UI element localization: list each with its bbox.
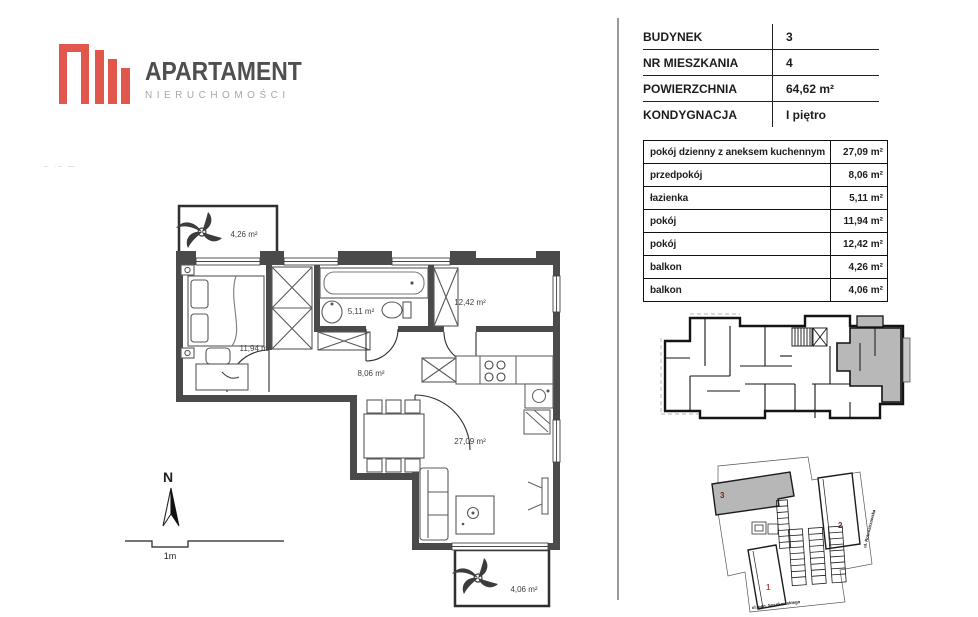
table-row: balkon 4,26 m² bbox=[644, 255, 887, 278]
site-plan bbox=[690, 452, 890, 614]
column-divider bbox=[617, 18, 619, 600]
balcony-top-area: 4,26 m² bbox=[230, 230, 258, 239]
table-row: pokój 11,94 m² bbox=[644, 209, 887, 232]
building-2-label: 2 bbox=[838, 521, 843, 530]
bathroom-area: 5,11 m² bbox=[347, 307, 375, 316]
stairwell bbox=[792, 328, 827, 346]
logo-subtitle: NIERUCHOMOŚCI bbox=[145, 90, 290, 101]
street-label-bottom: ul. gen. Sosnkowskiego bbox=[751, 599, 801, 610]
logo-title: APARTAMENT bbox=[145, 56, 302, 86]
scale-bar bbox=[125, 541, 284, 561]
table-row: łazienka 5,11 m² bbox=[644, 186, 887, 209]
street-label-right: ul. Rotmistrzowska bbox=[862, 509, 877, 549]
table-row: pokój 12,42 m² bbox=[644, 232, 887, 255]
table-row: balkon 4,06 m² bbox=[644, 278, 887, 301]
bedroom-area: 11,94 m² bbox=[239, 344, 271, 353]
balcony-bottom-area: 4,06 m² bbox=[510, 585, 538, 594]
logo-building-icon bbox=[57, 38, 131, 106]
info-row: NR MIESZKANIA 4 bbox=[643, 50, 879, 76]
logo bbox=[57, 38, 323, 106]
building-3 bbox=[712, 472, 794, 515]
room-areas-table bbox=[643, 140, 888, 302]
living-furniture bbox=[364, 400, 494, 540]
info-row: KONDYGNACJA I piętro bbox=[643, 102, 879, 127]
info-row: BUDYNEK 3 bbox=[643, 24, 879, 50]
building-2 bbox=[818, 473, 860, 549]
balcony-bottom bbox=[452, 550, 549, 606]
kitchen bbox=[456, 356, 553, 514]
apartment-info-table bbox=[643, 24, 879, 127]
info-row: POWIERZCHNIA 64,62 m² bbox=[643, 76, 879, 102]
courtyard bbox=[752, 522, 778, 534]
svg-text:N: N bbox=[163, 469, 174, 485]
building-level-plan bbox=[645, 296, 920, 438]
side-balcony bbox=[903, 338, 910, 382]
faint-artifact: – ·– — bbox=[44, 163, 78, 170]
building-3-label: 3 bbox=[720, 491, 725, 500]
building-1 bbox=[748, 545, 786, 609]
living-area: 27,09 m² bbox=[454, 437, 486, 446]
building-1-label: 1 bbox=[766, 583, 771, 592]
north-arrow bbox=[163, 469, 179, 526]
apartment-floor-plan bbox=[120, 195, 565, 615]
table-row: przedpokój 8,06 m² bbox=[644, 163, 887, 186]
bedroom2-area: 12,42 m² bbox=[454, 298, 486, 307]
bedroom-furniture bbox=[181, 265, 264, 390]
table-row: pokój dzienny z aneksem kuchennym 27,09 m² bbox=[644, 141, 887, 163]
svg-text:1m: 1m bbox=[163, 551, 177, 561]
hall-area: 8,06 m² bbox=[357, 369, 385, 378]
